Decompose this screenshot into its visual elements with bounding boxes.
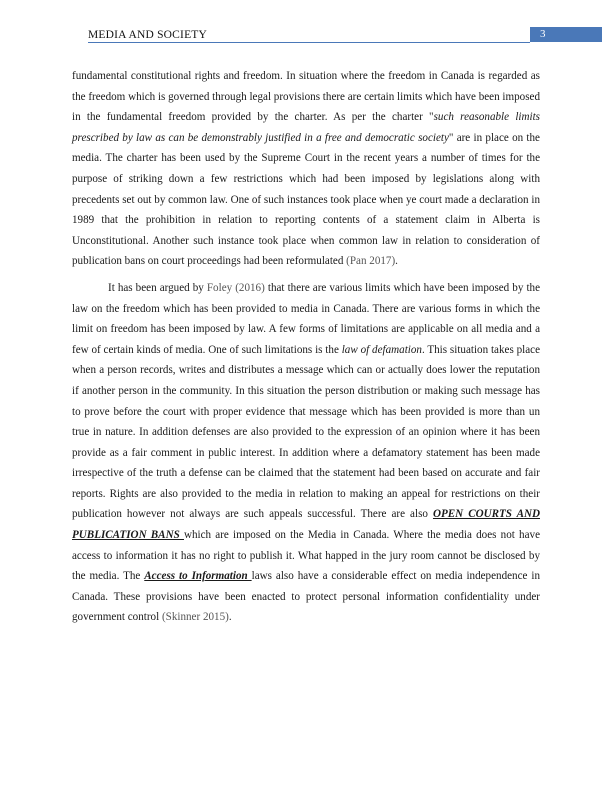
- paragraph-2-text-5: laws also have a considerable effect on media independence in Canada. These provisions have been enacted to protect personal information confidentiality under government control: [72, 570, 540, 624]
- document-body: [72, 66, 540, 628]
- citation-skinner-2015: (Skinner 2015): [161, 611, 229, 624]
- charter-quote: such reasonable limits prescribed by law as can be demonstrably justified in a free and democratic society: [72, 111, 540, 144]
- paragraph-1-text-b: " are in place on the media. The charter has been used by the Supreme Court in the recent years a number of times for the purpose of striking down a few restrictions which had been imposed by legislations along with precedents set out by common law. One of such instances took place when ye court made a declaration in 1989 that the prohibition in relation to reporting contents of a statement claim in Alberta is Unconstitutional. Another such instance took place when common law in relation to consideration of publication bans on court proceedings had been reformulated: [72, 131, 540, 268]
- paragraph-2: [72, 278, 540, 628]
- citation-pan-2017: (Pan 2017): [346, 255, 396, 268]
- paragraph-2-text-4: which are imposed on the Media in Canada. Where the media does not have access to information it has no right to publish it. What happed in the jury room cannot be disclosed by the media. The: [72, 529, 540, 583]
- paragraph-2-text-2: that there are various limits which have been imposed by the law on the freedom which has been provided to media in Canada. There are various forms in which the limit on freedom has been imposed by law. A few forms of limitations are applicable on all media and a few of certain kinds of media. One of such limitations is the: [72, 281, 541, 356]
- term-law-of-defamation: law of defamation: [341, 343, 422, 356]
- paragraph-2-text-3: . This situation takes place when a person records, writes and distributes a message which can or actually does lower the reputation if another person in the community. In this situation the person distribution or making such message has to prove before the court with proper evidence that message which has been provided is more than un true in nature. In addition defenses are also provided to the expression of an opinion where it has been provide as a fair comment in public interest. In addition where a defamatory statement has been made irrespective of the truth a defense can be claimed that the statement had been based on accurate and fair reports. Rights are also provided to the media in relation to making an appeal for restrictions on their publication however not always are such appeals successful. There are also: [72, 343, 540, 521]
- term-open-courts: OPEN COURTS AND PUBLICATION BANS: [72, 508, 540, 542]
- paragraph-2-text-6: .: [228, 611, 232, 624]
- paragraph-1-text-c: .: [395, 255, 398, 268]
- term-access-to-information: Access to Information: [144, 570, 252, 583]
- page-number: 3: [530, 27, 602, 42]
- citation-foley-2016: Foley (2016): [206, 281, 265, 294]
- paragraph-1-text-a: fundamental constitutional rights and freedom. In situation where the freedom in Canada is regarded as the freedom which is governed through legal provisions there are certain limits which have been imposed in the fundamental freedom provided by the charter. As per the charter ": [72, 70, 540, 124]
- paragraph-2-text-1: It has been argued by: [108, 281, 207, 294]
- running-header-title: MEDIA AND SOCIETY: [88, 29, 208, 41]
- paragraph-1: [72, 66, 540, 272]
- header-divider: [88, 42, 530, 43]
